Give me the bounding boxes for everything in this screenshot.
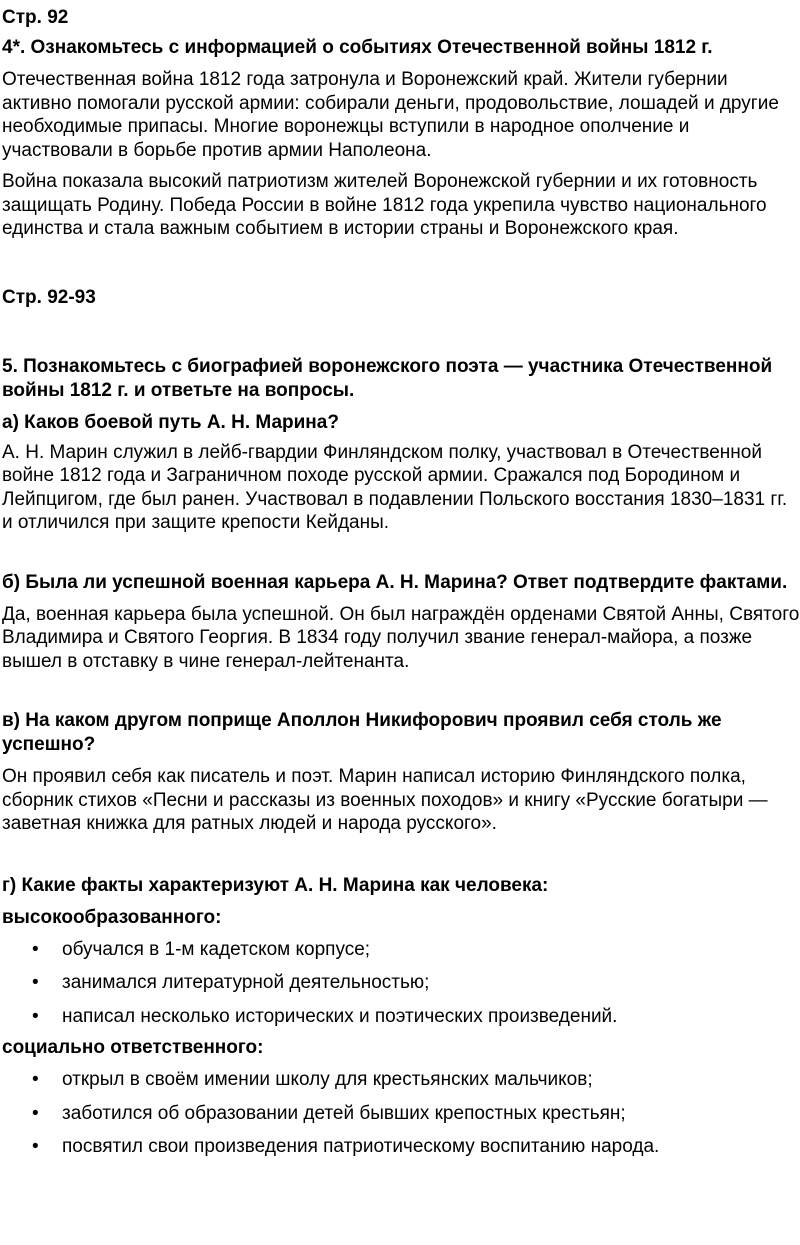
bullet-icon: •: [32, 938, 39, 960]
list-item-text: открыл в своём имении школу для крестьянских мальчиков;: [62, 1069, 593, 1090]
question-b-answer: Да, военная карьера была успешной. Он был награждён орденами Святой Анны, Святого Владимира и Святого Георгия. В 1834 году получил звание генерал-майора, а позже вышел в отставку в чине генерал-лейтенанта.: [2, 603, 800, 672]
question-v-heading: в) На каком другом поприще Аполлон Никифорович проявил себя столь же успешно?: [2, 710, 722, 755]
list-item: [2, 1102, 800, 1126]
list-item: [2, 1135, 800, 1159]
task4-paragraph-1: Отечественная война 1812 года затронула и Воронежский край. Жители губернии активно помогали русской армии: собирали деньги, продовольствие, лошадей и другие необходимые припасы. Многие воронежцы вступили в народное ополчение и участвовали в борьбе против армии Наполеона.: [2, 69, 779, 161]
page-ref-92: Стр. 92: [2, 7, 69, 28]
list-item: [2, 1005, 800, 1029]
list-item: [2, 1068, 800, 1092]
list-item: [2, 938, 800, 962]
responsible-label: социально ответственного:: [2, 1037, 264, 1058]
question-a-heading: а) Каков боевой путь А. Н. Марина?: [2, 411, 339, 433]
bullet-icon: •: [32, 1069, 39, 1090]
responsible-list: [2, 1068, 800, 1159]
list-item-text: обучался в 1-м кадетском корпусе;: [62, 938, 371, 960]
task4-heading: 4*. Ознакомьтесь с информацией о событиях Отечественной войны 1812 г.: [2, 37, 713, 58]
question-b-heading: б) Была ли успешной военная карьера А. Н. Марина? Ответ подтвердите фактами.: [2, 571, 788, 593]
question-a-answer: А. Н. Марин служил в лейб-гвардии Финляндском полку, участвовал в Отечественной войне 1812 года и Заграничном походе русской армии. Сражался под Бородином и Лейпцигом, где был ранен. Участвовал в подавлении Польского восстания 1830–1831 гг. и отличился при защите крепости Кейданы.: [2, 441, 788, 533]
bullet-icon: •: [32, 972, 39, 993]
list-item-text: занимался литературной деятельностью;: [62, 972, 430, 993]
task5-heading: 5. Познакомьтесь с биографией воронежского поэта — участника Отечественной войны 1812 г. и ответьте на вопросы.: [2, 355, 773, 401]
list-item-text: посвятил свои произведения патриотическому воспитанию народа.: [62, 1136, 660, 1157]
bullet-icon: •: [32, 1136, 39, 1157]
question-g-heading: г) Какие факты характеризуют А. Н. Марина как человека:: [2, 874, 549, 896]
educated-list: [2, 938, 800, 1029]
list-item-text: заботился об образовании детей бывших крепостных крестьян;: [62, 1102, 626, 1124]
question-v-answer: Он проявил себя как писатель и поэт. Марин написал историю Финляндского полка, сборник стихов «Песни и рассказы из военных походов» и книгу «Русские богатыри — заветная книжка для ратных людей и народа русского».: [2, 766, 768, 834]
page-ref-92-93: Стр. 92-93: [2, 286, 96, 308]
list-item: [2, 971, 800, 995]
list-item-text: написал несколько исторических и поэтических произведений.: [62, 1005, 618, 1027]
bullet-icon: •: [32, 1102, 39, 1124]
task4-paragraph-2: Война показала высокий патриотизм жителей Воронежской губернии и их готовность защищать Родину. Победа России в войне 1812 года укрепила чувство национального единства и стала важным событием в истории страны и Воронежского края.: [2, 171, 767, 239]
bullet-icon: •: [32, 1005, 39, 1027]
educated-label: высокообразованного:: [2, 906, 222, 928]
